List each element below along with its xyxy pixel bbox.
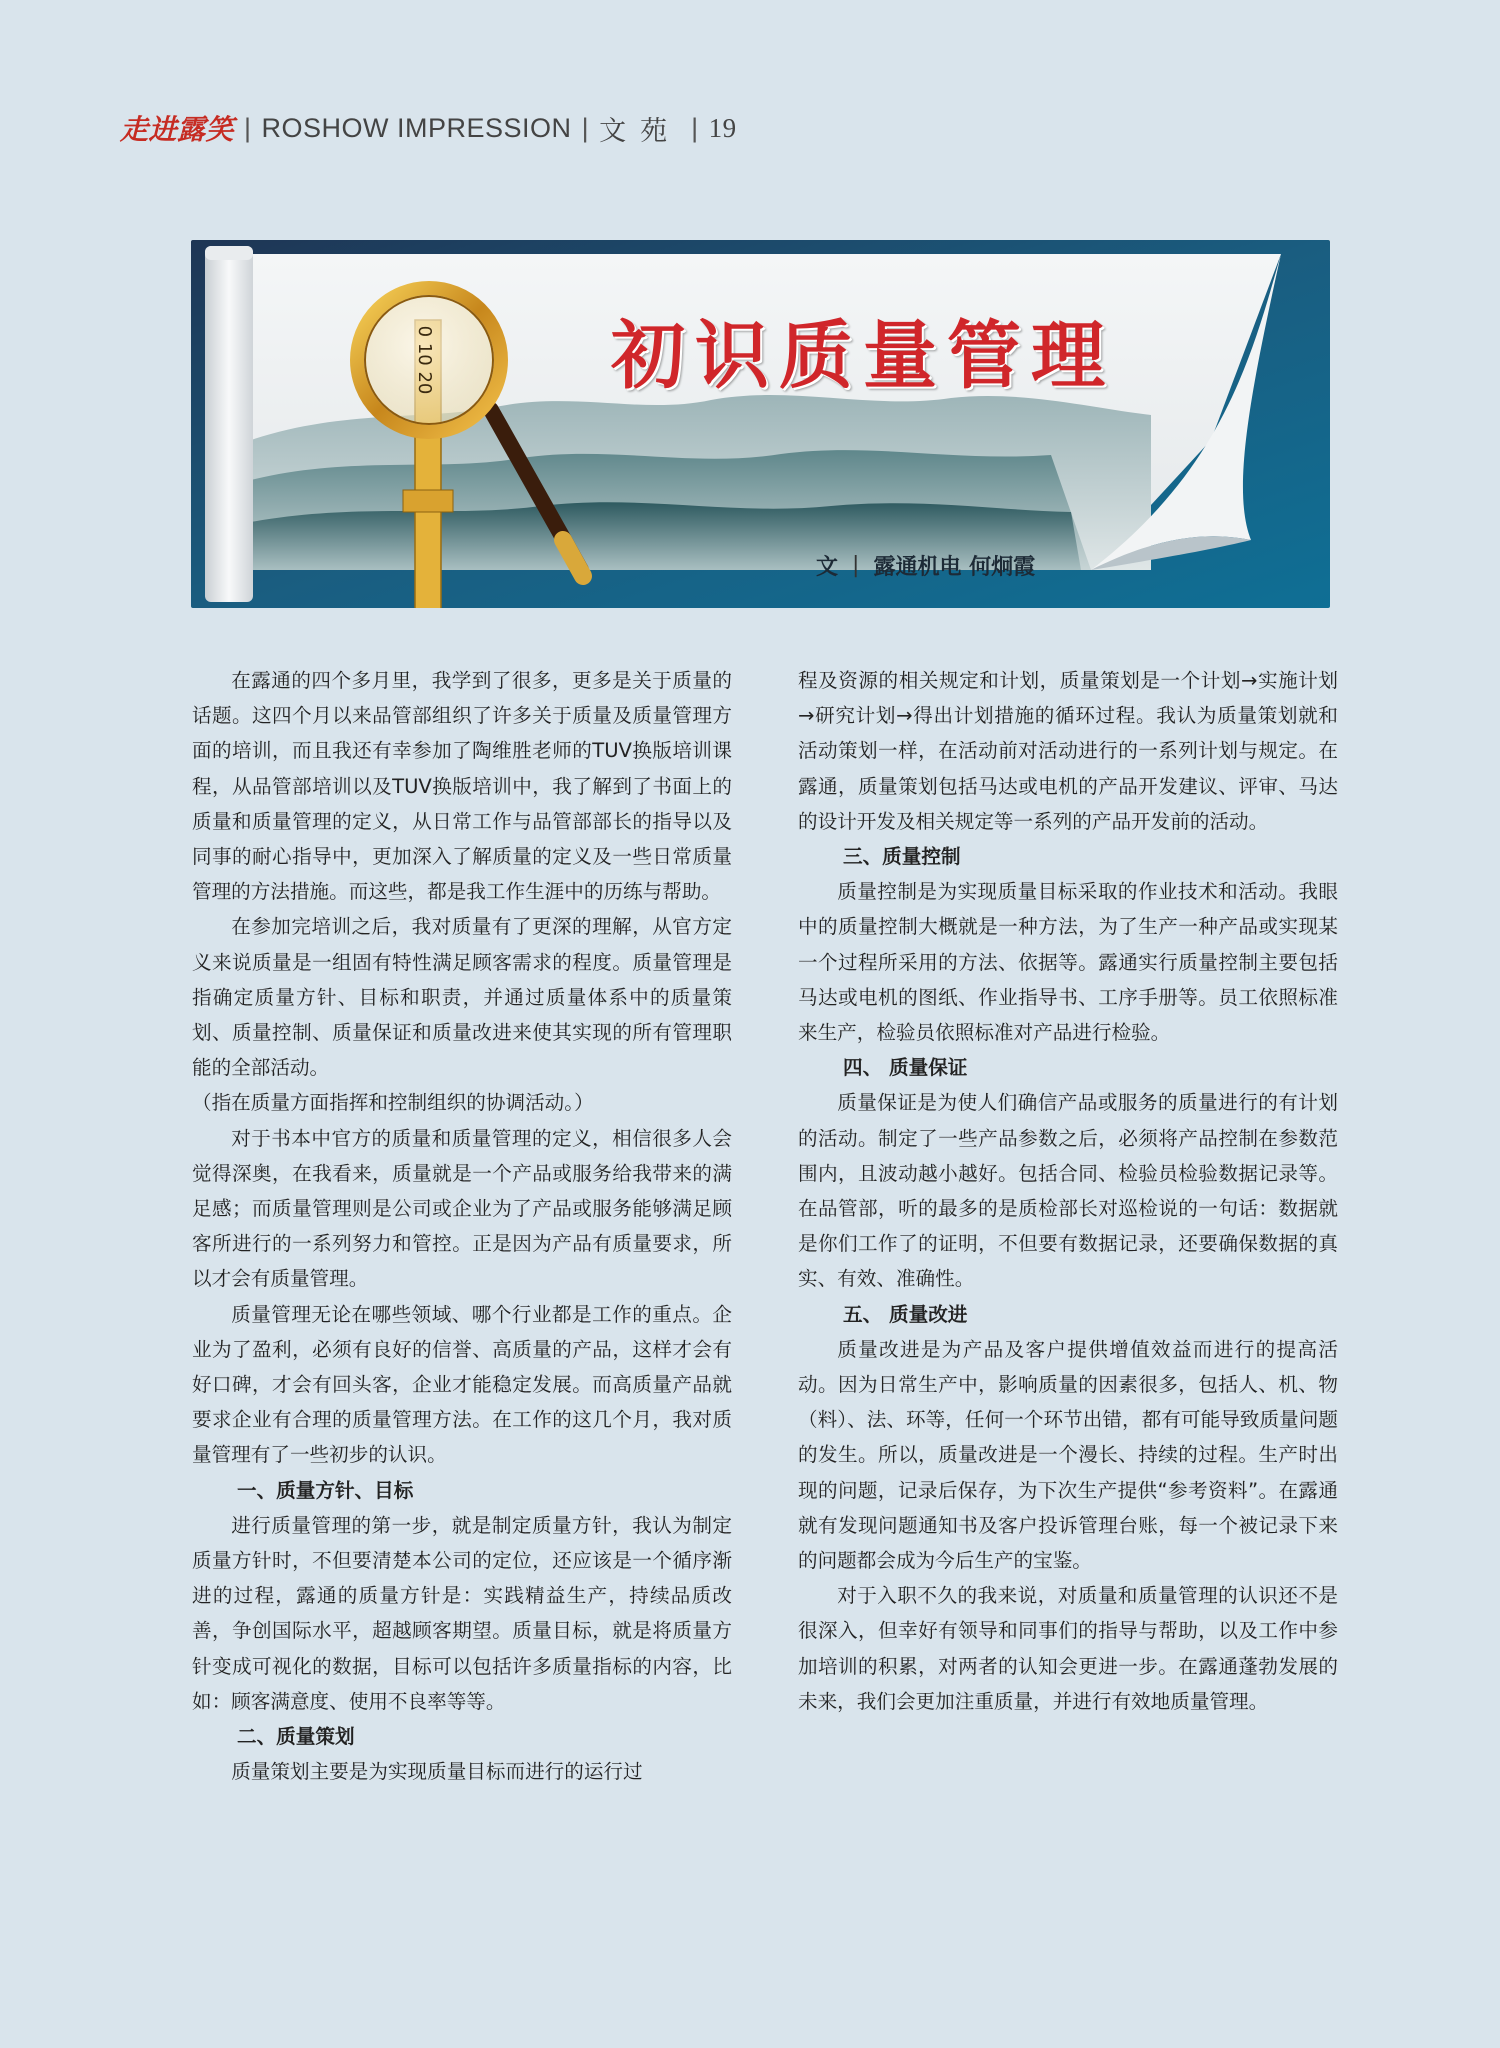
section-heading: 四、 质量保证 xyxy=(843,1056,968,1080)
ruler-numbers: 0 10 20 xyxy=(414,325,435,395)
paragraph: 质量改进是为产品及客户提供增值效益而进行的提高活动。因为日常生产中，影响质量的因素很多，包括人、机、物（料）、法、环等，任何一个环节出错，都有可能导致质量问题的发生。所以，质量改进是一个漫长、持续的过程。生产时出现的问题，记录后保存，为下次生产提供“参考资料”。在露通就有发现问题通知书及客户投诉管理台账，每一个被记录下来的问题都会成为今后生产的宝鉴。 xyxy=(798,1337,1338,1573)
paragraph: 质量管理无论在哪些领域、哪个行业都是工作的重点。企业为了盈利，必须有良好的信誉、高质量的产品，这样才会有好口碑，才会有回头客，企业才能稳定发展。而高质量产品就要求企业有合理的质量管理方法。在工作的这几个月，我对质量管理有了一些初步的认识。 xyxy=(192,1302,732,1467)
header-separator: | xyxy=(691,112,699,143)
banner-illustration xyxy=(191,240,1330,608)
paragraph: 质量保证是为使人们确信产品或服务的质量进行的有计划的活动。制定了一些产品参数之后，必须将产品控制在参数范围内，且波动越小越好。包括合同、检验员检验数据记录等。在品管部，听的最多的是质检部长对巡检说的一句话：数据就是你们工作了的证明，不但要有数据记录，还要确保数据的真实、有效、准确性。 xyxy=(798,1091,1338,1291)
article-title: 初识质量管理 xyxy=(611,313,1115,399)
section-name: 文苑 xyxy=(599,115,682,147)
paragraph: 在参加完培训之后，我对质量有了更深的理解，从官方定义来说质量是一组固有特性满足顾客需求的程度。质量管理是指确定质量方针、目标和职责，并通过质量体系中的质量策划、质量控制、质量保证和质量改进来使其实现的所有管理职能的全部活动。 xyxy=(192,915,732,1080)
header-separator: | xyxy=(581,112,590,143)
magazine-name: ROSHOW IMPRESSION xyxy=(261,112,572,143)
paragraph: 质量控制是为实现质量目标采取的作业技术和活动。我眼中的质量控制大概就是一种方法，为了生产一种产品或实现某一个过程所采用的方法、依据等。露通实行质量控制主要包括马达或电机的图纸、作业指导书、工序手册等。员工依照标准来生产，检验员依照标准对产品进行检验。 xyxy=(798,880,1338,1045)
header-separator: | xyxy=(244,112,252,143)
paragraph: 进行质量管理的第一步，就是制定质量方针，我认为制定质量方针时，不但要清楚本公司的定位，还应该是一个循序渐进的过程，露通的质量方针是：实践精益生产，持续品质改善，争创国际水平，超越顾客期望。质量目标，就是将质量方针变成可视化的数据，目标可以包括许多质量指标的内容，比如：顾客满意度、使用不良率等等。 xyxy=(192,1513,732,1713)
byline-prefix: 文 xyxy=(816,555,839,580)
byline-author: 露通机电 何炯霞 xyxy=(873,555,1036,580)
article-banner xyxy=(191,240,1330,608)
magazine-logo: 走进露笑 xyxy=(120,113,235,146)
paragraph: 对于书本中官方的质量和质量管理的定义，相信很多人会觉得深奥，在我看来，质量就是一个产品或服务给我带来的满足感；而质量管理则是公司或企业为了产品或服务能够满足顾客所进行的一系列努力和管控。正是因为产品有质量要求，所以才会有质量管理。 xyxy=(192,1126,732,1291)
byline-separator: | xyxy=(852,553,860,578)
article-column-right xyxy=(798,663,1338,1719)
section-heading: 五、 质量改进 xyxy=(843,1302,968,1326)
article-column-left xyxy=(192,663,732,1790)
paragraph: 对于入职不久的我来说，对质量和质量管理的认识还不是很深入，但幸好有领导和同事们的指导与帮助，以及工作中参加培训的积累，对两者的认知会更进一步。在露通蓬勃发展的未来，我们会更加注重质量，并进行有效地质量管理。 xyxy=(798,1584,1338,1713)
paragraph: 质量策划主要是为实现质量目标而进行的运行过 xyxy=(231,1760,643,1784)
paragraph: （指在质量方面指挥和控制组织的协调活动。） xyxy=(192,1091,594,1115)
page-header xyxy=(120,108,737,148)
section-heading: 一、质量方针、目标 xyxy=(237,1478,414,1502)
page-number: 19 xyxy=(708,112,737,143)
section-heading: 二、质量策划 xyxy=(237,1725,355,1749)
section-heading: 三、质量控制 xyxy=(843,845,961,869)
article-byline xyxy=(816,550,1035,581)
paragraph: 在露通的四个多月里，我学到了很多，更多是关于质量的话题。这四个月以来品管部组织了许多关于质量及质量管理方面的培训，而且我还有幸参加了陶维胜老师的TUV换版培训课程，从品管部培训以及TUV换版培训中，我了解到了书面上的质量和质量管理的定义，从日常工作与品管部部长的指导以及同事的耐心指导中，更加深入了解质量的定义及一些日常质量管理的方法措施。而这些，都是我工作生涯中的历练与帮助。 xyxy=(192,669,732,904)
paragraph: 程及资源的相关规定和计划，质量策划是一个计划→实施计划→研究计划→得出计划措施的循环过程。我认为质量策划就和活动策划一样，在活动前对活动进行的一系列计划与规定。在露通，质量策划包括马达或电机的产品开发建议、评审、马达的设计开发及相关规定等一系列的产品开发前的活动。 xyxy=(798,669,1338,833)
